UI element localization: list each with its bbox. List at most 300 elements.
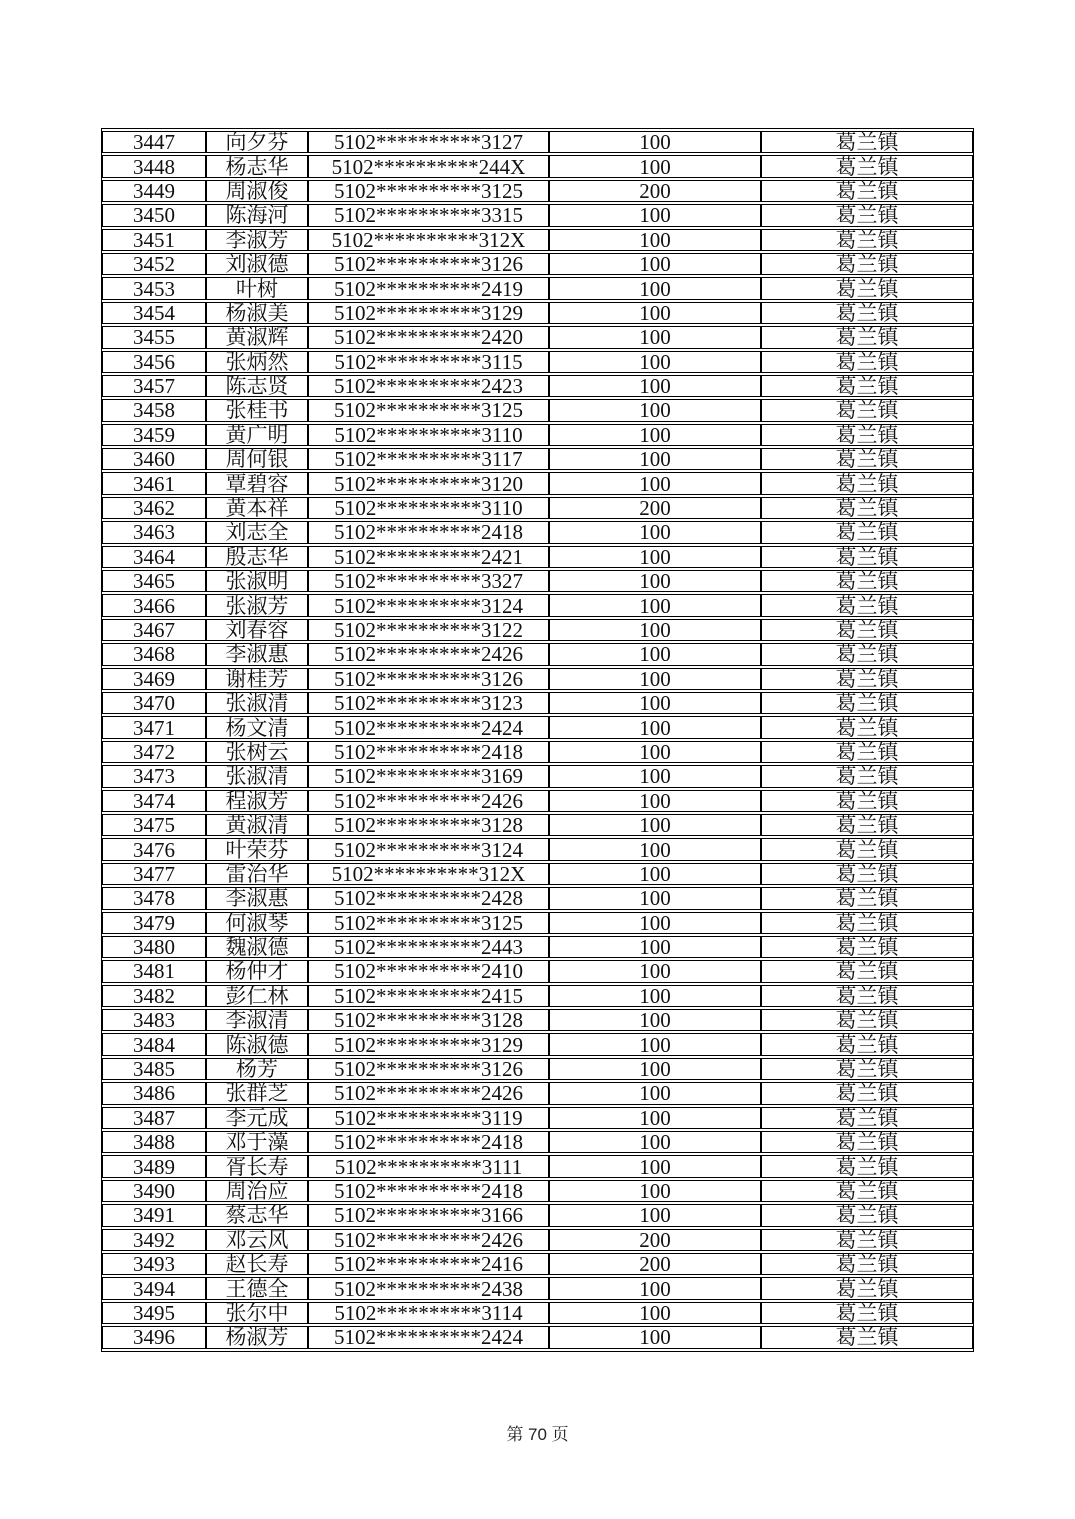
cell-town: 葛兰镇 [761,765,973,787]
cell-amount: 100 [549,399,761,421]
cell-person-name: 谢桂芳 [206,668,308,690]
cell-id-number: 5102**********3124 [308,594,549,616]
cell-id-number: 5102**********2426 [308,1082,549,1104]
table-row [102,497,973,519]
cell-amount: 100 [549,814,761,836]
cell-amount: 100 [549,302,761,324]
table-row [102,472,973,494]
page-footer: 第 70 页 [506,1425,569,1444]
cell-serial-number: 3491 [102,1204,206,1226]
cell-town: 葛兰镇 [761,351,973,373]
cell-id-number: 5102**********2419 [308,277,549,299]
cell-person-name: 叶树 [206,277,308,299]
cell-amount: 200 [549,497,761,519]
cell-person-name: 张淑芳 [206,594,308,616]
cell-person-name: 黄广明 [206,424,308,446]
cell-town: 葛兰镇 [761,692,973,714]
cell-town: 葛兰镇 [761,619,973,641]
table-row [102,790,973,812]
cell-serial-number: 3493 [102,1253,206,1275]
cell-id-number: 5102**********3110 [308,424,549,446]
cell-serial-number: 3485 [102,1058,206,1080]
cell-town: 葛兰镇 [761,887,973,909]
records-table [101,128,974,1352]
cell-id-number: 5102**********3125 [308,912,549,934]
cell-id-number: 5102**********2416 [308,1253,549,1275]
cell-serial-number: 3487 [102,1107,206,1129]
cell-amount: 100 [549,1107,761,1129]
cell-person-name: 周何银 [206,448,308,470]
cell-serial-number: 3454 [102,302,206,324]
table-row [102,1155,973,1177]
cell-amount: 100 [549,351,761,373]
cell-amount: 100 [549,594,761,616]
cell-serial-number: 3483 [102,1009,206,1031]
table-row [102,838,973,860]
table-row [102,1033,973,1055]
cell-id-number: 5102**********244X [308,155,549,177]
cell-id-number: 5102**********3117 [308,448,549,470]
cell-id-number: 5102**********3123 [308,692,549,714]
cell-town: 葛兰镇 [761,741,973,763]
table-row [102,887,973,909]
cell-amount: 100 [549,790,761,812]
cell-serial-number: 3496 [102,1326,206,1348]
cell-town: 葛兰镇 [761,399,973,421]
cell-town: 葛兰镇 [761,1302,973,1324]
cell-id-number: 5102**********2418 [308,521,549,543]
cell-person-name: 黄淑辉 [206,326,308,348]
table-row [102,1131,973,1153]
table-row [102,399,973,421]
cell-town: 葛兰镇 [761,1229,973,1251]
cell-id-number: 5102**********3128 [308,814,549,836]
cell-amount: 100 [549,912,761,934]
cell-person-name: 魏淑德 [206,936,308,958]
table-row [102,351,973,373]
cell-serial-number: 3494 [102,1277,206,1299]
cell-id-number: 5102**********312X [308,229,549,251]
cell-town: 葛兰镇 [761,424,973,446]
cell-id-number: 5102**********3114 [308,1302,549,1324]
cell-person-name: 覃碧容 [206,472,308,494]
cell-id-number: 5102**********3115 [308,351,549,373]
cell-serial-number: 3469 [102,668,206,690]
cell-amount: 100 [549,692,761,714]
cell-person-name: 陈淑德 [206,1033,308,1055]
cell-id-number: 5102**********3126 [308,1058,549,1080]
cell-town: 葛兰镇 [761,594,973,616]
table-row [102,1326,973,1348]
cell-serial-number: 3492 [102,1229,206,1251]
cell-amount: 100 [549,716,761,738]
cell-person-name: 何淑琴 [206,912,308,934]
cell-person-name: 彭仁林 [206,985,308,1007]
cell-serial-number: 3464 [102,546,206,568]
cell-person-name: 刘淑德 [206,253,308,275]
cell-person-name: 李元成 [206,1107,308,1129]
cell-id-number: 5102**********2426 [308,1229,549,1251]
cell-serial-number: 3477 [102,863,206,885]
cell-town: 葛兰镇 [761,1155,973,1177]
cell-town: 葛兰镇 [761,570,973,592]
cell-town: 葛兰镇 [761,204,973,226]
cell-amount: 100 [549,131,761,153]
table-row [102,912,973,934]
cell-id-number: 5102**********3110 [308,497,549,519]
cell-town: 葛兰镇 [761,716,973,738]
cell-town: 葛兰镇 [761,790,973,812]
cell-id-number: 5102**********2426 [308,790,549,812]
cell-amount: 100 [549,448,761,470]
cell-serial-number: 3470 [102,692,206,714]
cell-serial-number: 3467 [102,619,206,641]
table-row [102,131,973,153]
cell-serial-number: 3455 [102,326,206,348]
cell-person-name: 张淑清 [206,692,308,714]
cell-id-number: 5102**********2424 [308,1326,549,1348]
cell-amount: 100 [549,1155,761,1177]
cell-id-number: 5102**********3315 [308,204,549,226]
cell-id-number: 5102**********3120 [308,472,549,494]
cell-serial-number: 3479 [102,912,206,934]
cell-serial-number: 3461 [102,472,206,494]
cell-town: 葛兰镇 [761,472,973,494]
cell-serial-number: 3484 [102,1033,206,1055]
cell-amount: 100 [549,1033,761,1055]
table-row [102,1082,973,1104]
cell-town: 葛兰镇 [761,326,973,348]
cell-town: 葛兰镇 [761,497,973,519]
cell-amount: 100 [549,643,761,665]
cell-serial-number: 3451 [102,229,206,251]
cell-person-name: 李淑惠 [206,643,308,665]
cell-id-number: 5102**********3327 [308,570,549,592]
cell-amount: 100 [549,1082,761,1104]
cell-amount: 100 [549,668,761,690]
cell-town: 葛兰镇 [761,912,973,934]
table-row [102,375,973,397]
cell-person-name: 邓于藻 [206,1131,308,1153]
cell-amount: 100 [549,1326,761,1348]
cell-person-name: 雷治华 [206,863,308,885]
cell-serial-number: 3447 [102,131,206,153]
cell-amount: 100 [549,936,761,958]
cell-id-number: 5102**********2443 [308,936,549,958]
cell-id-number: 5102**********2424 [308,716,549,738]
cell-person-name: 程淑芳 [206,790,308,812]
cell-serial-number: 3482 [102,985,206,1007]
cell-person-name: 杨文清 [206,716,308,738]
table-row [102,1180,973,1202]
table-row [102,326,973,348]
table-row [102,1204,973,1226]
cell-town: 葛兰镇 [761,985,973,1007]
table-row [102,570,973,592]
cell-id-number: 5102**********3129 [308,302,549,324]
cell-serial-number: 3449 [102,180,206,202]
cell-person-name: 胥长寿 [206,1155,308,1177]
cell-town: 葛兰镇 [761,302,973,324]
cell-serial-number: 3448 [102,155,206,177]
cell-amount: 100 [549,1302,761,1324]
cell-amount: 100 [549,887,761,909]
cell-person-name: 李淑芳 [206,229,308,251]
table-row [102,229,973,251]
table-row [102,155,973,177]
cell-town: 葛兰镇 [761,960,973,982]
table-row [102,180,973,202]
table-row [102,594,973,616]
cell-id-number: 5102**********3125 [308,180,549,202]
table-row [102,1229,973,1251]
cell-person-name: 赵长寿 [206,1253,308,1275]
cell-amount: 100 [549,375,761,397]
cell-town: 葛兰镇 [761,814,973,836]
table-row [102,1302,973,1324]
cell-serial-number: 3453 [102,277,206,299]
cell-serial-number: 3465 [102,570,206,592]
cell-amount: 100 [549,765,761,787]
cell-id-number: 5102**********3128 [308,1009,549,1031]
cell-person-name: 周治应 [206,1180,308,1202]
cell-serial-number: 3490 [102,1180,206,1202]
cell-id-number: 5102**********2438 [308,1277,549,1299]
cell-person-name: 殷志华 [206,546,308,568]
cell-amount: 100 [549,1180,761,1202]
cell-person-name: 张淑清 [206,765,308,787]
table-row [102,716,973,738]
cell-town: 葛兰镇 [761,1326,973,1348]
cell-serial-number: 3460 [102,448,206,470]
cell-amount: 100 [549,863,761,885]
cell-id-number: 5102**********3125 [308,399,549,421]
cell-person-name: 杨志华 [206,155,308,177]
records-table-body [102,131,973,1349]
cell-person-name: 李淑惠 [206,887,308,909]
cell-person-name: 刘春容 [206,619,308,641]
cell-town: 葛兰镇 [761,1082,973,1104]
cell-town: 葛兰镇 [761,1180,973,1202]
cell-town: 葛兰镇 [761,1131,973,1153]
cell-serial-number: 3481 [102,960,206,982]
table-row [102,1009,973,1031]
cell-amount: 100 [549,1277,761,1299]
cell-serial-number: 3462 [102,497,206,519]
cell-amount: 100 [549,326,761,348]
cell-amount: 200 [549,1253,761,1275]
cell-town: 葛兰镇 [761,229,973,251]
table-row [102,985,973,1007]
cell-person-name: 张炳然 [206,351,308,373]
table-row [102,765,973,787]
cell-town: 葛兰镇 [761,180,973,202]
cell-amount: 100 [549,741,761,763]
cell-amount: 100 [549,570,761,592]
cell-serial-number: 3450 [102,204,206,226]
cell-serial-number: 3463 [102,521,206,543]
cell-amount: 100 [549,155,761,177]
cell-amount: 100 [549,253,761,275]
cell-person-name: 陈海河 [206,204,308,226]
cell-town: 葛兰镇 [761,1009,973,1031]
table-row [102,1058,973,1080]
cell-amount: 100 [549,1204,761,1226]
table-row [102,619,973,641]
cell-amount: 100 [549,204,761,226]
cell-serial-number: 3478 [102,887,206,909]
cell-amount: 100 [549,1009,761,1031]
cell-serial-number: 3457 [102,375,206,397]
cell-id-number: 5102**********2428 [308,887,549,909]
cell-town: 葛兰镇 [761,155,973,177]
table-row [102,863,973,885]
cell-town: 葛兰镇 [761,1033,973,1055]
cell-serial-number: 3488 [102,1131,206,1153]
cell-town: 葛兰镇 [761,1204,973,1226]
table-row [102,692,973,714]
cell-amount: 100 [549,472,761,494]
cell-person-name: 周淑俊 [206,180,308,202]
cell-amount: 200 [549,1229,761,1251]
table-row [102,546,973,568]
cell-serial-number: 3452 [102,253,206,275]
cell-serial-number: 3458 [102,399,206,421]
table-row [102,302,973,324]
table-row [102,668,973,690]
cell-person-name: 张尔中 [206,1302,308,1324]
table-row [102,521,973,543]
table-row [102,448,973,470]
cell-amount: 100 [549,619,761,641]
cell-amount: 100 [549,985,761,1007]
cell-town: 葛兰镇 [761,1107,973,1129]
cell-town: 葛兰镇 [761,131,973,153]
cell-id-number: 5102**********312X [308,863,549,885]
cell-amount: 100 [549,229,761,251]
cell-town: 葛兰镇 [761,277,973,299]
cell-id-number: 5102**********2418 [308,1180,549,1202]
cell-serial-number: 3476 [102,838,206,860]
cell-person-name: 张桂书 [206,399,308,421]
cell-person-name: 邓云风 [206,1229,308,1251]
cell-town: 葛兰镇 [761,253,973,275]
cell-town: 葛兰镇 [761,643,973,665]
table-row [102,814,973,836]
cell-person-name: 杨淑美 [206,302,308,324]
cell-town: 葛兰镇 [761,1277,973,1299]
cell-person-name: 李淑清 [206,1009,308,1031]
table-row [102,204,973,226]
cell-id-number: 5102**********3127 [308,131,549,153]
cell-town: 葛兰镇 [761,1253,973,1275]
cell-serial-number: 3471 [102,716,206,738]
cell-town: 葛兰镇 [761,1058,973,1080]
cell-town: 葛兰镇 [761,863,973,885]
cell-serial-number: 3472 [102,741,206,763]
cell-person-name: 杨仲才 [206,960,308,982]
cell-town: 葛兰镇 [761,838,973,860]
cell-person-name: 蔡志华 [206,1204,308,1226]
cell-id-number: 5102**********3119 [308,1107,549,1129]
cell-person-name: 张群芝 [206,1082,308,1104]
cell-person-name: 刘志全 [206,521,308,543]
cell-id-number: 5102**********3166 [308,1204,549,1226]
cell-person-name: 陈志贤 [206,375,308,397]
cell-town: 葛兰镇 [761,936,973,958]
cell-serial-number: 3480 [102,936,206,958]
cell-town: 葛兰镇 [761,448,973,470]
table-row [102,1277,973,1299]
cell-amount: 100 [549,1131,761,1153]
cell-town: 葛兰镇 [761,521,973,543]
cell-serial-number: 3475 [102,814,206,836]
cell-amount: 100 [549,546,761,568]
cell-id-number: 5102**********2426 [308,643,549,665]
cell-id-number: 5102**********3122 [308,619,549,641]
cell-serial-number: 3489 [102,1155,206,1177]
cell-person-name: 黄本祥 [206,497,308,519]
cell-id-number: 5102**********2421 [308,546,549,568]
cell-id-number: 5102**********3129 [308,1033,549,1055]
cell-town: 葛兰镇 [761,546,973,568]
table-row [102,741,973,763]
cell-amount: 100 [549,424,761,446]
cell-id-number: 5102**********2418 [308,741,549,763]
cell-id-number: 5102**********3126 [308,253,549,275]
cell-serial-number: 3473 [102,765,206,787]
cell-id-number: 5102**********2410 [308,960,549,982]
table-row [102,936,973,958]
cell-amount: 100 [549,521,761,543]
cell-id-number: 5102**********3111 [308,1155,549,1177]
table-row [102,643,973,665]
cell-person-name: 王德全 [206,1277,308,1299]
table-row [102,424,973,446]
cell-serial-number: 3466 [102,594,206,616]
cell-id-number: 5102**********3124 [308,838,549,860]
cell-id-number: 5102**********2415 [308,985,549,1007]
cell-person-name: 张树云 [206,741,308,763]
cell-amount: 200 [549,180,761,202]
cell-serial-number: 3459 [102,424,206,446]
table-row [102,960,973,982]
cell-town: 葛兰镇 [761,375,973,397]
cell-serial-number: 3486 [102,1082,206,1104]
cell-town: 葛兰镇 [761,668,973,690]
cell-amount: 100 [549,277,761,299]
cell-amount: 100 [549,1058,761,1080]
cell-id-number: 5102**********2418 [308,1131,549,1153]
cell-serial-number: 3468 [102,643,206,665]
cell-person-name: 杨芳 [206,1058,308,1080]
cell-person-name: 张淑明 [206,570,308,592]
cell-person-name: 叶荣芬 [206,838,308,860]
cell-amount: 100 [549,838,761,860]
cell-person-name: 向夕芬 [206,131,308,153]
cell-id-number: 5102**********2420 [308,326,549,348]
cell-person-name: 黄淑清 [206,814,308,836]
table-row [102,1253,973,1275]
table-row [102,253,973,275]
cell-person-name: 杨淑芳 [206,1326,308,1348]
cell-id-number: 5102**********3126 [308,668,549,690]
cell-serial-number: 3474 [102,790,206,812]
table-row [102,1107,973,1129]
cell-serial-number: 3456 [102,351,206,373]
table-row [102,277,973,299]
cell-id-number: 5102**********3169 [308,765,549,787]
